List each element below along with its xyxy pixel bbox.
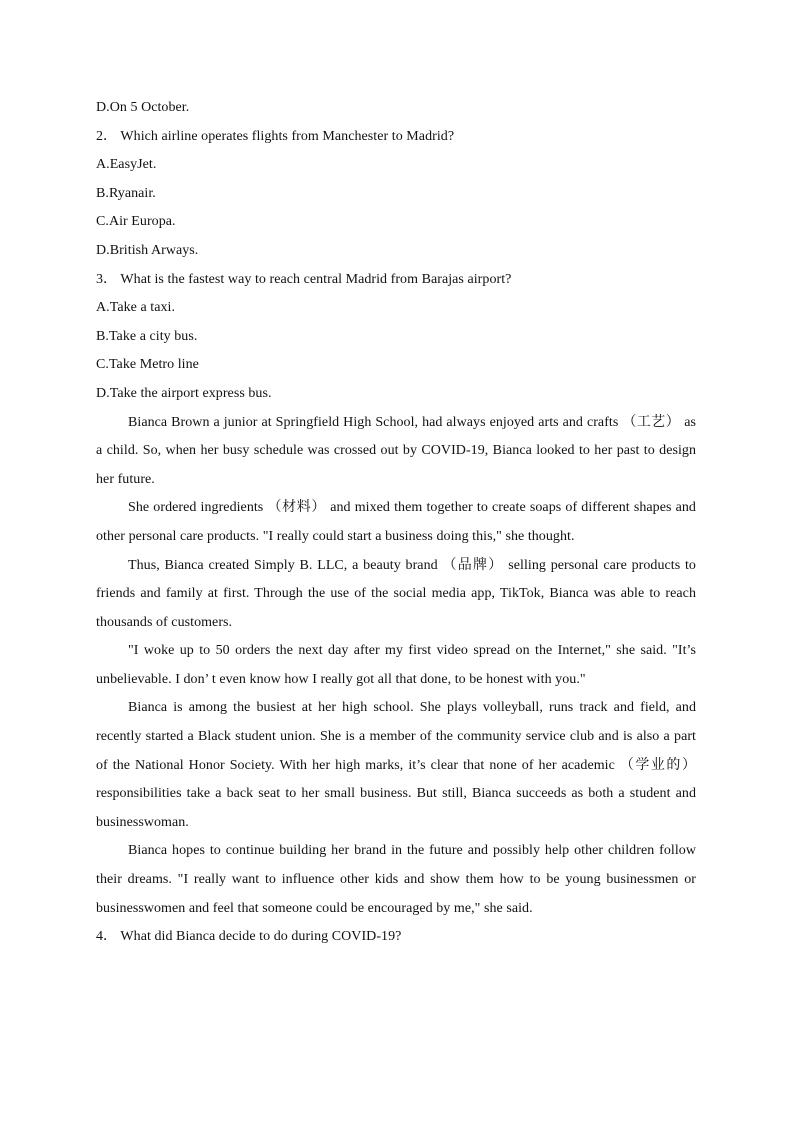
q3-option-b: B.Take a city bus. xyxy=(96,328,198,344)
q2-option-c: C.Air Europa. xyxy=(96,214,176,230)
passage-paragraph-2: She ordered ingredients （材料） and mixed them together to create soaps of different shapes and other personal care products. "I really could start a business doing this," she thought. xyxy=(96,500,696,544)
question-3: 3． What is the fastest way to reach central Madrid from Barajas airport? xyxy=(96,271,512,287)
passage-paragraph-6: Bianca hopes to continue building her brand in the future and possibly help other children follow their dreams. "I really want to influence other kids and show them how to be young businessmen or businesswomen and feel that someone could be encouraged by me," she said. xyxy=(96,843,696,916)
q2-option-b: B.Ryanair. xyxy=(96,185,156,201)
passage-paragraph-3: Thus, Bianca created Simply B. LLC, a beauty brand （品牌） selling personal care products to friends and family at first. Through the use of the social media app, TikTok, Bianca was able to reach thousands of customers. xyxy=(96,557,696,630)
q2-option-a: A.EasyJet. xyxy=(96,157,157,173)
q3-option-d: D.Take the airport express bus. xyxy=(96,385,272,401)
q1-option-d: D.On 5 October. xyxy=(96,100,190,115)
q2-option-d: D.British Arways. xyxy=(96,242,199,258)
q3-option-c: C.Take Metro line xyxy=(96,357,199,373)
document-content xyxy=(96,94,696,952)
passage-paragraph-5: Bianca is among the busiest at her high school. She plays volleyball, runs track and field, and recently started a Black student union. She is a member of the community service club and is also a part of the National Honor Society. With her high marks, it’s clear that none of her academic （学业的） responsibilities take a back seat to her small business. But still, Bianca succeeds as both a student and businesswoman. xyxy=(96,700,696,830)
question-4: 4． What did Bianca decide to do during COVID-19? xyxy=(96,929,402,945)
passage-paragraph-1: Bianca Brown a junior at Springfield High School, had always enjoyed arts and crafts （工艺） as a child. So, when her busy schedule was crossed out by COVID-19, Bianca looked to her past to design her future. xyxy=(96,414,696,487)
q3-option-a: A.Take a taxi. xyxy=(96,300,176,316)
passage-paragraph-4: "I woke up to 50 orders the next day after my first video spread on the Internet," she said. "It’s unbelievable. I don’ t even know how I really got all that done, to be honest with you." xyxy=(96,643,696,687)
question-2: 2． Which airline operates flights from Manchester to Madrid? xyxy=(96,128,455,144)
